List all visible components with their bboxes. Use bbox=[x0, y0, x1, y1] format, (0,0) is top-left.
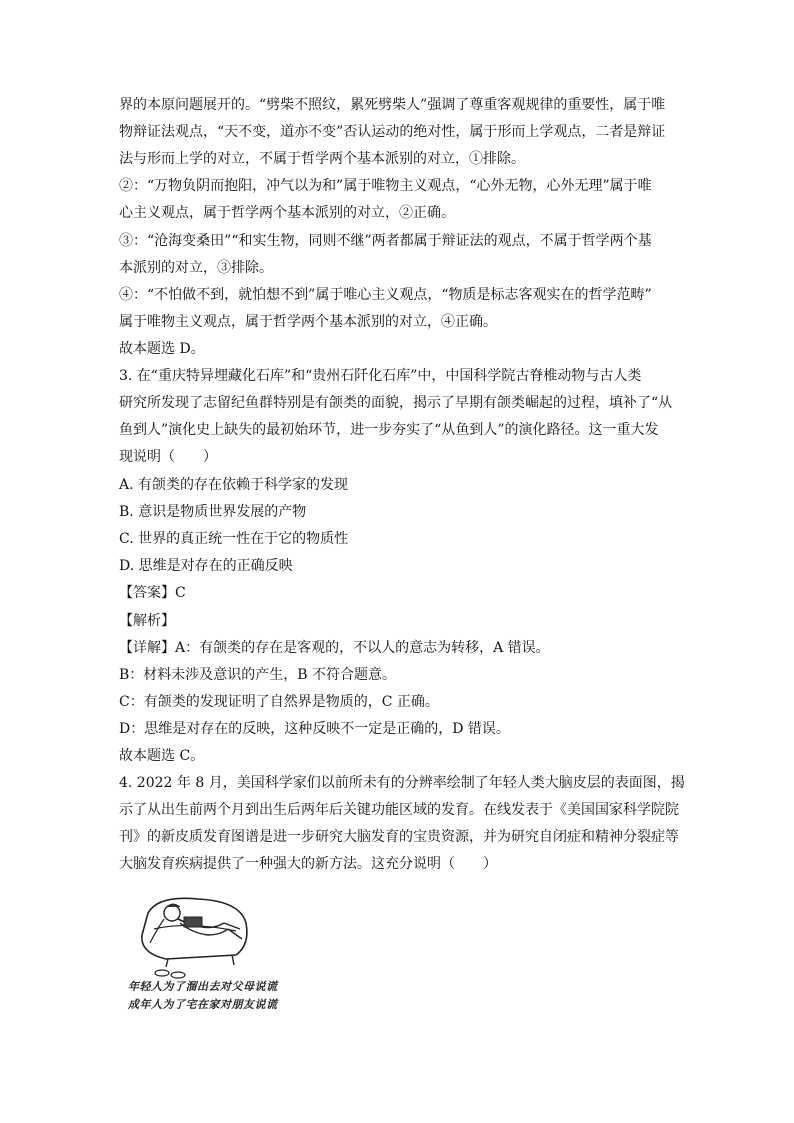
text-line: 刊》的新皮质发育图谱是进一步研究大脑发育的宝贵资源，并为研究自闭症和精神分裂症等 bbox=[119, 829, 679, 845]
text-line: 【详解】A：有颌类的存在是客观的，不以人的意志为转移，A 错误。 bbox=[119, 640, 550, 656]
text-line: 故本题选 C。 bbox=[119, 748, 205, 764]
text-line: B：材料未涉及意识的产生，B 不符合题意。 bbox=[119, 667, 397, 683]
text-line: 物辩证法观点，“天不变，道亦不变”否认运动的绝对性，属于形而上学观点，二者是辩证 bbox=[119, 124, 666, 140]
text-line: ④：“不怕做不到，就怕想不到”属于唯心主义观点，“物质是标志客观实在的哲学范畴” bbox=[119, 287, 652, 303]
text-line: 法与形而上学的对立，不属于哲学两个基本派别的对立，①排除。 bbox=[119, 151, 525, 167]
text-line: 示了从出生前两个月到出生后两年后关键功能区域的发育。在线发表于《美国国家科学院院 bbox=[119, 802, 679, 818]
text-line: 界的本原问题展开的。“劈柴不照纹，累死劈柴人”强调了尊重客观规律的重要性，属于唯 bbox=[119, 97, 666, 113]
text-line: D. 思维是对存在的正确反映 bbox=[119, 558, 293, 574]
text-line: 属于唯物主义观点，属于哲学两个基本派别的对立，④正确。 bbox=[119, 314, 497, 330]
text-line: 大脑发育疾病提供了一种强大的新方法。这充分说明（ ） bbox=[119, 856, 497, 872]
text-line: 【解析】 bbox=[119, 613, 175, 629]
text-line: C：有颌类的发现证明了自然界是物质的，C 正确。 bbox=[119, 694, 439, 710]
text-line: 故本题选 D。 bbox=[119, 341, 205, 357]
text-line: 3. 在“重庆特异埋藏化石库”和“贵州石阡化石库”中，中国科学院古脊椎动物与古人类 bbox=[119, 368, 642, 384]
text-line: D：思维是对存在的反映，这种反映不一定是正确的，D 错误。 bbox=[119, 721, 510, 737]
text-line: 鱼到人”演化史上缺失的最初始环节，进一步夯实了“从鱼到人”的演化路径。这一重大发 bbox=[119, 422, 659, 438]
text-line: 本派别的对立，③排除。 bbox=[119, 260, 273, 276]
text-line: ③：“沧海变桑田”“和实生物，同则不继”两者都属于辩证法的观点，不属于哲学两个基 bbox=[119, 233, 652, 249]
text-line: 现说明（ ） bbox=[119, 449, 217, 465]
figure-caption-1: 年轻人为了溜出去对父母说谎 bbox=[128, 980, 278, 993]
text-line: A. 有颌类的存在依赖于科学家的发现 bbox=[119, 477, 349, 493]
text-line: C. 世界的真正统一性在于它的物质性 bbox=[119, 531, 349, 547]
text-line: 研究所发现了志留纪鱼群特别是有颌类的面貌，揭示了早期有颌类崛起的过程，填补了“从 bbox=[119, 395, 673, 411]
text-line: 【答案】C bbox=[119, 585, 186, 601]
text-line: 心主义观点，属于哲学两个基本派别的对立，②正确。 bbox=[119, 205, 455, 221]
text-line: 4. 2022 年 8 月，美国科学家们以前所未有的分辨率绘制了年轻人类大脑皮层的表面图，揭 bbox=[119, 775, 685, 791]
text-line: ②：“万物负阴而抱阳，冲气以为和”属于唯物主义观点，“心外无物，心外无理”属于唯 bbox=[119, 178, 652, 194]
figure-caption-2: 成年人为了宅在家对朋友说谎 bbox=[128, 998, 278, 1011]
text-line: B. 意识是物质世界发展的产物 bbox=[119, 504, 307, 520]
